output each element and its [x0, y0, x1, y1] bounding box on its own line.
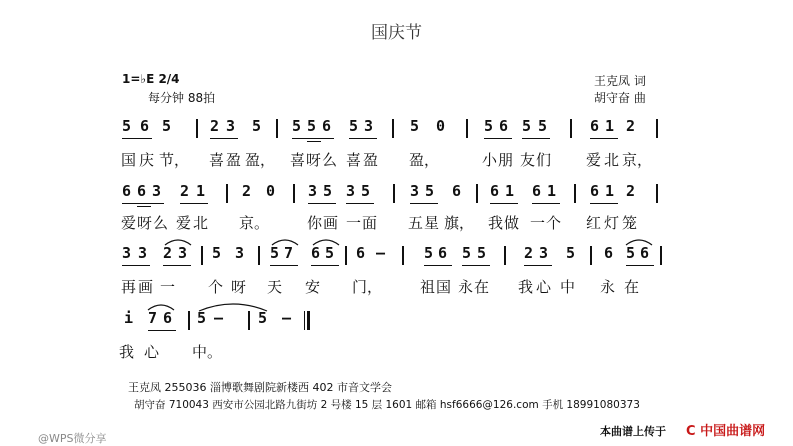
eighth-beam	[122, 265, 150, 266]
score-row-1	[0, 117, 793, 141]
lyric: 红	[586, 214, 602, 232]
lyric: 一	[530, 214, 546, 232]
bar-line	[345, 246, 347, 265]
eighth-beam	[210, 138, 238, 139]
bar-line	[402, 246, 404, 265]
note: —	[376, 244, 386, 262]
lyric: 永	[600, 278, 616, 296]
note: —	[282, 309, 292, 327]
note: 3	[346, 182, 356, 200]
note: 7	[148, 309, 158, 327]
note: 5	[477, 244, 487, 262]
lyric: 朋	[498, 151, 514, 169]
bar-line	[392, 119, 394, 138]
bar-line	[570, 119, 572, 138]
lyric: 盈	[363, 151, 379, 169]
lyric: 中。	[192, 343, 223, 361]
note: 5	[349, 117, 359, 135]
lyric: 旗，	[444, 214, 475, 232]
lyric: 再	[121, 278, 137, 296]
lyric: 爱	[586, 151, 602, 169]
lyric: 心	[536, 278, 552, 296]
eighth-beam	[349, 138, 377, 139]
eighth-beam	[308, 203, 336, 204]
note: 3	[308, 182, 318, 200]
lyric: 们	[536, 151, 552, 169]
note: 6	[532, 182, 542, 200]
bar-line	[504, 246, 506, 265]
note: 3	[226, 117, 236, 135]
note: 3	[178, 244, 188, 262]
eighth-beam	[163, 265, 191, 266]
eighth-beam	[148, 330, 176, 331]
note: 5	[484, 117, 494, 135]
note: 1	[605, 117, 615, 135]
eighth-beam	[524, 265, 552, 266]
lyric: 友	[520, 151, 536, 169]
note: 5	[425, 182, 435, 200]
eighth-beam	[532, 203, 560, 204]
note: 6	[452, 182, 462, 200]
slur	[624, 236, 654, 246]
eighth-beam	[424, 265, 452, 266]
note: 3	[410, 182, 420, 200]
note: 6	[356, 244, 366, 262]
note: 1	[605, 182, 615, 200]
bar-line	[276, 119, 278, 138]
note: 2	[626, 117, 636, 135]
note: 7	[284, 244, 294, 262]
eighth-beam	[590, 203, 618, 204]
wps-watermark: @WPS微分享	[38, 432, 107, 445]
lyric: 么	[322, 151, 338, 169]
lyric: 北	[604, 151, 620, 169]
note: 6	[590, 182, 600, 200]
note: 5	[361, 182, 371, 200]
lyric: 你	[307, 214, 323, 232]
note: 3	[138, 244, 148, 262]
lyric: 节，	[159, 151, 190, 169]
slur	[163, 236, 193, 246]
lyric: 庆	[139, 151, 155, 169]
lyric: 做	[504, 214, 520, 232]
note: 6	[122, 182, 132, 200]
lyrics-row-3	[0, 276, 793, 296]
note: 3	[364, 117, 374, 135]
slur	[270, 236, 300, 246]
note: 5	[424, 244, 434, 262]
note: 5	[538, 117, 548, 135]
lyric: 京。	[239, 214, 270, 232]
lyric: 个	[208, 278, 224, 296]
lyricist-credit: 王克凤 词	[594, 74, 646, 88]
lyric: 北	[193, 214, 209, 232]
lyric: 在	[624, 278, 640, 296]
lyric: 京，	[622, 151, 653, 169]
bar-line	[590, 246, 592, 265]
bar-line	[201, 246, 203, 265]
lyric: 爱	[176, 214, 192, 232]
bar-line	[656, 119, 658, 138]
note: 2	[626, 182, 636, 200]
lyric: 喜	[290, 151, 306, 169]
lyric: 国	[436, 278, 452, 296]
note: 1	[196, 182, 206, 200]
note: 3	[122, 244, 132, 262]
note: 5	[566, 244, 576, 262]
lyric: 笼	[622, 214, 638, 232]
note: 2	[242, 182, 252, 200]
note: 6	[490, 182, 500, 200]
note: 5	[307, 117, 317, 135]
note: 6	[640, 244, 650, 262]
eighth-beam	[270, 265, 298, 266]
note: 3	[539, 244, 549, 262]
note: 2	[210, 117, 220, 135]
upload-label: 本曲谱上传于	[600, 425, 666, 438]
score-row-3	[0, 244, 793, 268]
lyricist-address: 王克凤 255036 淄博歌舞剧院新楼西 402 市音文学会	[128, 381, 392, 394]
bar-line	[660, 246, 662, 265]
lyric: 灯	[604, 214, 620, 232]
lyric: 喜	[346, 151, 362, 169]
eighth-beam	[292, 138, 334, 139]
note: 5	[212, 244, 222, 262]
lyric: 画	[138, 278, 154, 296]
note: 3	[235, 244, 245, 262]
lyric: 五	[408, 214, 424, 232]
note: 5	[325, 244, 335, 262]
note: 6	[322, 117, 332, 135]
bar-line	[188, 311, 190, 330]
note: 5	[197, 309, 207, 327]
lyric: 在	[474, 278, 490, 296]
bar-line	[196, 119, 198, 138]
eighth-beam	[462, 265, 490, 266]
tie	[197, 300, 269, 312]
note: 5	[252, 117, 262, 135]
note: 2	[180, 182, 190, 200]
lyric: 门，	[352, 278, 383, 296]
note: 6	[137, 182, 147, 200]
lyric: 星	[424, 214, 440, 232]
lyric: 我	[488, 214, 504, 232]
eighth-beam	[346, 203, 374, 204]
note: 6	[590, 117, 600, 135]
lyric: 呀	[306, 151, 322, 169]
tempo-marking: 每分钟 88拍	[148, 91, 216, 105]
slur	[311, 236, 341, 246]
bar-line	[393, 184, 395, 203]
note: 0	[436, 117, 446, 135]
lyric: 我	[518, 278, 534, 296]
note: 6	[499, 117, 509, 135]
lyric: 盈，	[245, 151, 276, 169]
note: 5	[292, 117, 302, 135]
note: i	[124, 309, 134, 327]
note: 5	[462, 244, 472, 262]
final-bar-line	[304, 311, 310, 330]
lyric: 呀	[137, 214, 153, 232]
note: —	[214, 309, 224, 327]
lyric: 爱	[121, 214, 137, 232]
lyrics-row-2	[0, 212, 793, 232]
note: 5	[522, 117, 532, 135]
lyrics-row-4	[0, 341, 793, 361]
score-row-2	[0, 182, 793, 206]
eighth-beam	[590, 138, 618, 139]
sixteenth-beam	[307, 141, 321, 142]
lyric: 呀	[231, 278, 247, 296]
lyric: 国	[121, 151, 137, 169]
lyric: 心	[144, 343, 160, 361]
eighth-beam	[122, 203, 164, 204]
note: 5	[270, 244, 280, 262]
eighth-beam	[490, 203, 518, 204]
note: 5	[122, 117, 132, 135]
bar-line	[476, 184, 478, 203]
sixteenth-beam	[137, 206, 151, 207]
composer-address: 胡守奋 710043 西安市公园北路九街坊 2 号楼 15 层 1601 邮箱 hsf6666@126.com 手机 18991080373	[134, 399, 640, 411]
slur	[146, 301, 176, 311]
note: 2	[163, 244, 173, 262]
note: 0	[266, 182, 276, 200]
lyric: 么	[153, 214, 169, 232]
key-signature: 1=♭E 2/4	[122, 72, 180, 86]
lyrics-row-1	[0, 149, 793, 169]
note: 5	[162, 117, 172, 135]
eighth-beam	[484, 138, 512, 139]
note: 5	[323, 182, 333, 200]
bar-line	[656, 184, 658, 203]
note: 2	[524, 244, 534, 262]
site-logo[interactable]	[686, 420, 765, 439]
eighth-beam	[311, 265, 339, 266]
note: 6	[438, 244, 448, 262]
score-row-4	[0, 309, 793, 333]
bar-line	[574, 184, 576, 203]
note: 1	[547, 182, 557, 200]
lyric: 中	[560, 278, 576, 296]
bar-line	[258, 246, 260, 265]
note: 6	[311, 244, 321, 262]
logo-mark-icon: C	[686, 424, 696, 439]
note: 6	[163, 309, 173, 327]
lyric: 盈	[226, 151, 242, 169]
note: 6	[604, 244, 614, 262]
lyric: 个	[546, 214, 562, 232]
lyric: 天	[267, 278, 283, 296]
bar-line	[466, 119, 468, 138]
lyric: 画	[323, 214, 339, 232]
lyric: 喜	[209, 151, 225, 169]
bar-line	[248, 311, 250, 330]
lyric: 永	[458, 278, 474, 296]
note: 6	[140, 117, 150, 135]
lyric: 祖	[420, 278, 436, 296]
lyric: 安	[305, 278, 321, 296]
bar-line	[226, 184, 228, 203]
note: 5	[410, 117, 420, 135]
bar-line	[293, 184, 295, 203]
eighth-beam	[410, 203, 438, 204]
lyric: 面	[362, 214, 378, 232]
lyric: 我	[119, 343, 135, 361]
lyric: 盈，	[409, 151, 440, 169]
note: 3	[152, 182, 162, 200]
eighth-beam	[522, 138, 550, 139]
page-title: 国庆节	[371, 23, 422, 43]
lyric: 一	[160, 278, 176, 296]
eighth-beam	[180, 203, 208, 204]
note: 1	[505, 182, 515, 200]
eighth-beam	[626, 265, 654, 266]
lyric: 一	[346, 214, 362, 232]
note: 5	[258, 309, 268, 327]
composer-credit: 胡守奋 曲	[594, 91, 646, 105]
eighth-beam	[122, 138, 152, 139]
logo-text: 中国曲谱网	[700, 424, 766, 439]
note: 5	[626, 244, 636, 262]
lyric: 小	[482, 151, 498, 169]
